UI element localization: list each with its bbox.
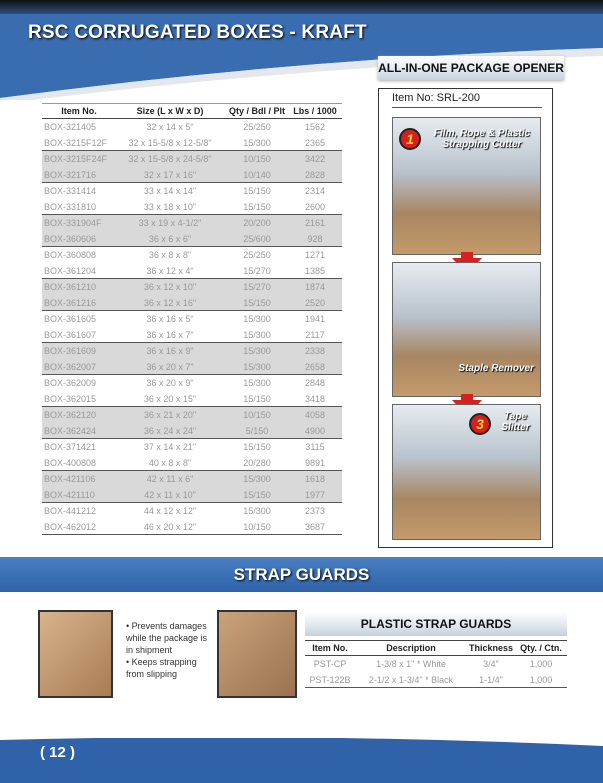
cell: 2338 (304, 346, 326, 356)
step-label: Staple Remover (458, 363, 534, 374)
step-2-image (392, 262, 541, 397)
cell: BOX-331414 (44, 186, 97, 196)
cell: 3687 (304, 521, 326, 532)
table-row (42, 407, 342, 423)
cell: 15/300 (243, 329, 271, 340)
cell: BOX-361609 (44, 346, 97, 356)
cell: 15/150 (243, 489, 271, 500)
cell: 36 x 6 x 6" (148, 233, 192, 244)
cell: 2520 (304, 297, 326, 308)
cell: 36 x 20 x 9" (146, 378, 194, 388)
page-title: RSC CORRUGATED BOXES - KRAFT (28, 22, 367, 43)
table-row (42, 327, 342, 343)
cell: 15/150 (243, 297, 271, 308)
cell: Item No. (61, 106, 97, 116)
cell: 36 x 12 x 16" (143, 297, 197, 308)
cell: 15/150 (243, 442, 271, 452)
cell: 42 x 11 x 6" (146, 474, 194, 484)
cell: 33 x 14 x 14" (143, 186, 197, 196)
cell: 1,000 (529, 659, 553, 669)
table-row (42, 471, 342, 487)
cell: BOX-400808 (44, 457, 97, 468)
table-row (42, 311, 342, 327)
cell: 37 x 14 x 21" (143, 442, 197, 452)
cell: 32 x 17 x 16" (143, 169, 197, 180)
cell: 36 x 12 x 4" (146, 265, 194, 276)
cell: BOX-371421 (44, 442, 97, 452)
cell: Qty. / Ctn. (520, 643, 562, 653)
strap-guards-title: STRAP GUARDS (0, 557, 603, 592)
cell: 36 x 20 x 7" (146, 361, 194, 372)
step-number: 1 (399, 128, 421, 150)
cell: 15/270 (243, 282, 271, 292)
table-row (42, 455, 342, 471)
bullet: • Keeps strapping from slipping (126, 657, 197, 679)
table-row (42, 263, 342, 279)
cell: BOX-331810 (44, 201, 97, 212)
cell: 32 x 14 x 5" (146, 122, 194, 132)
cell: 10/150 (243, 154, 271, 164)
cell: 2161 (304, 218, 326, 228)
cell: 44 x 12 x 12" (143, 506, 197, 516)
step-label: Tape Slitter (501, 411, 530, 433)
cell: BOX-361204 (44, 265, 97, 276)
cell: PST-CP (313, 659, 347, 669)
cell: 10/140 (243, 169, 271, 180)
strap-guard-white-image (38, 610, 113, 698)
step-1-image (392, 117, 541, 255)
table-row (42, 183, 342, 199)
cell: 36 x 8 x 8" (148, 250, 192, 260)
cell: 2848 (304, 378, 326, 388)
table-row (42, 487, 342, 503)
cell: 15/300 (243, 346, 271, 356)
cell: 15/150 (243, 201, 271, 212)
cell: Lbs / 1000 (293, 106, 337, 116)
cell: BOX-361216 (44, 297, 97, 308)
cell: 15/300 (243, 314, 271, 324)
table-row (42, 439, 342, 455)
cell: 36 x 16 x 7" (146, 329, 194, 340)
cell: Description (386, 643, 436, 653)
cell: 1,000 (529, 674, 553, 685)
opener-item-no: Item No: SRL-200 (392, 92, 542, 108)
table-row (42, 423, 342, 439)
cell: 15/300 (243, 361, 271, 372)
cell: 15/300 (243, 506, 271, 516)
table-row (42, 231, 342, 247)
cell: 25/250 (243, 250, 271, 260)
table-row (42, 199, 342, 215)
cell: BOX-362009 (44, 378, 97, 388)
table-row (305, 656, 567, 672)
feature-list (126, 620, 210, 680)
cell: 32 x 15-5/8 x 12-5/8" (128, 137, 212, 148)
cell: 3115 (305, 442, 325, 452)
cell: 36 x 16 x 9" (146, 346, 194, 356)
strap-guard-table (305, 640, 567, 688)
cell: BOX-361210 (44, 282, 97, 292)
cell: 36 x 21 x 20" (143, 410, 197, 420)
cell: 46 x 20 x 12" (143, 521, 197, 532)
cell: BOX-421106 (44, 474, 96, 484)
cell: BOX-362424 (44, 425, 97, 436)
cell: 928 (307, 233, 323, 244)
cell: 1-3/8 x 1" * White (376, 659, 446, 669)
cell: 36 x 12 x 10" (143, 282, 197, 292)
cell: BOX-362015 (44, 393, 97, 404)
cell: 2-1/2 x 1-3/4" * Black (368, 674, 454, 685)
table-header (42, 103, 342, 119)
cell: 2600 (304, 201, 326, 212)
table-row (42, 215, 342, 231)
cell: 36 x 20 x 15" (143, 393, 197, 404)
box-table (42, 103, 342, 535)
cell: BOX-3215F24F (44, 154, 108, 164)
cell: 2828 (304, 169, 326, 180)
cell: 10/150 (243, 410, 271, 420)
cell: 4058 (304, 410, 326, 420)
cell: 15/270 (243, 265, 271, 276)
cell: 15/150 (243, 186, 271, 196)
cell: BOX-321405 (44, 122, 97, 132)
page-number: ( 12 ) (40, 744, 76, 761)
step-number: 3 (469, 413, 491, 435)
cell: 1874 (304, 282, 326, 292)
cell: BOX-361607 (44, 329, 97, 340)
cell: 33 x 19 x 4-1/2" (138, 218, 202, 228)
table-row (42, 151, 342, 167)
footer-band (0, 738, 603, 783)
cell: BOX-321716 (44, 169, 97, 180)
cell: BOX-361605 (44, 314, 97, 324)
cell: 15/300 (243, 378, 271, 388)
strap-guard-black-image (217, 610, 297, 698)
cell: 3/4" (483, 659, 499, 669)
cell: 32 x 15-5/8 x 24-5/8" (128, 154, 212, 164)
header-banner (0, 0, 603, 100)
step-3-image (392, 404, 541, 540)
table-header (305, 640, 567, 656)
table-row (42, 503, 342, 519)
cell: 9891 (304, 457, 326, 468)
bullet: • Prevents damages while the package is in shipment (126, 621, 208, 655)
table-row (305, 672, 567, 688)
cell: BOX-441212 (44, 506, 97, 516)
table-row (42, 343, 342, 359)
cell: BOX-421110 (44, 489, 95, 500)
cell: 1-1/4" (479, 674, 503, 685)
cell: 42 x 11 x 10" (144, 489, 196, 500)
cell: PST-122B (309, 674, 351, 685)
cell: Qty / Bdl / Plt (228, 106, 285, 116)
table-row (42, 519, 342, 535)
cell: 15/150 (243, 393, 271, 404)
plastic-strap-guards-banner: PLASTIC STRAP GUARDS (305, 612, 567, 636)
table-row (42, 359, 342, 375)
table-row (42, 167, 342, 183)
cell: 25/250 (243, 122, 271, 132)
cell: 1618 (304, 474, 326, 484)
cell: 1941 (304, 314, 326, 324)
cell: 1562 (304, 122, 326, 132)
cell: 4900 (304, 425, 326, 436)
cell: 20/200 (243, 218, 271, 228)
cell: 1977 (304, 489, 326, 500)
table-row (42, 295, 342, 311)
cell: 15/300 (243, 137, 271, 148)
table-row (42, 375, 342, 391)
cell: Item No. (312, 643, 348, 653)
cell: 2658 (304, 361, 326, 372)
cell: BOX-362007 (44, 361, 97, 372)
cell: 10/150 (243, 521, 271, 532)
cell: BOX-3215F12F (44, 137, 108, 148)
cell: 36 x 16 x 5" (146, 314, 194, 324)
cell: BOX-331904F (44, 218, 102, 228)
table-row (42, 247, 342, 263)
cell: 2373 (304, 506, 326, 516)
table-row (42, 279, 342, 295)
cell: 40 x 8 x 8" (148, 457, 192, 468)
cell: 3422 (304, 154, 326, 164)
cell: 3418 (304, 393, 326, 404)
cell: 2117 (305, 329, 325, 340)
cell: 2314 (304, 186, 326, 196)
cell: 1271 (304, 250, 326, 260)
cell: 36 x 24 x 24" (143, 425, 197, 436)
cell: 25/600 (243, 233, 271, 244)
cell: 33 x 18 x 10" (143, 201, 197, 212)
cell: 1385 (304, 265, 326, 276)
cell: BOX-360808 (44, 250, 97, 260)
cell: 15/300 (243, 474, 271, 484)
table-row (42, 135, 342, 151)
cell: 20/280 (243, 457, 271, 468)
cell: BOX-360606 (44, 233, 97, 244)
cell: Size (L x W x D) (136, 106, 204, 116)
step-label: Film, Rope & Plastic Strapping Cutter (433, 128, 531, 150)
table-row (42, 119, 342, 135)
table-row (42, 391, 342, 407)
opener-banner: ALL-IN-ONE PACKAGE OPENER (378, 56, 564, 80)
cell: 2365 (304, 137, 326, 148)
cell: 5/150 (245, 425, 269, 436)
cell: BOX-462012 (44, 521, 97, 532)
cell: BOX-362120 (44, 410, 97, 420)
cell: Thickness (468, 643, 514, 653)
